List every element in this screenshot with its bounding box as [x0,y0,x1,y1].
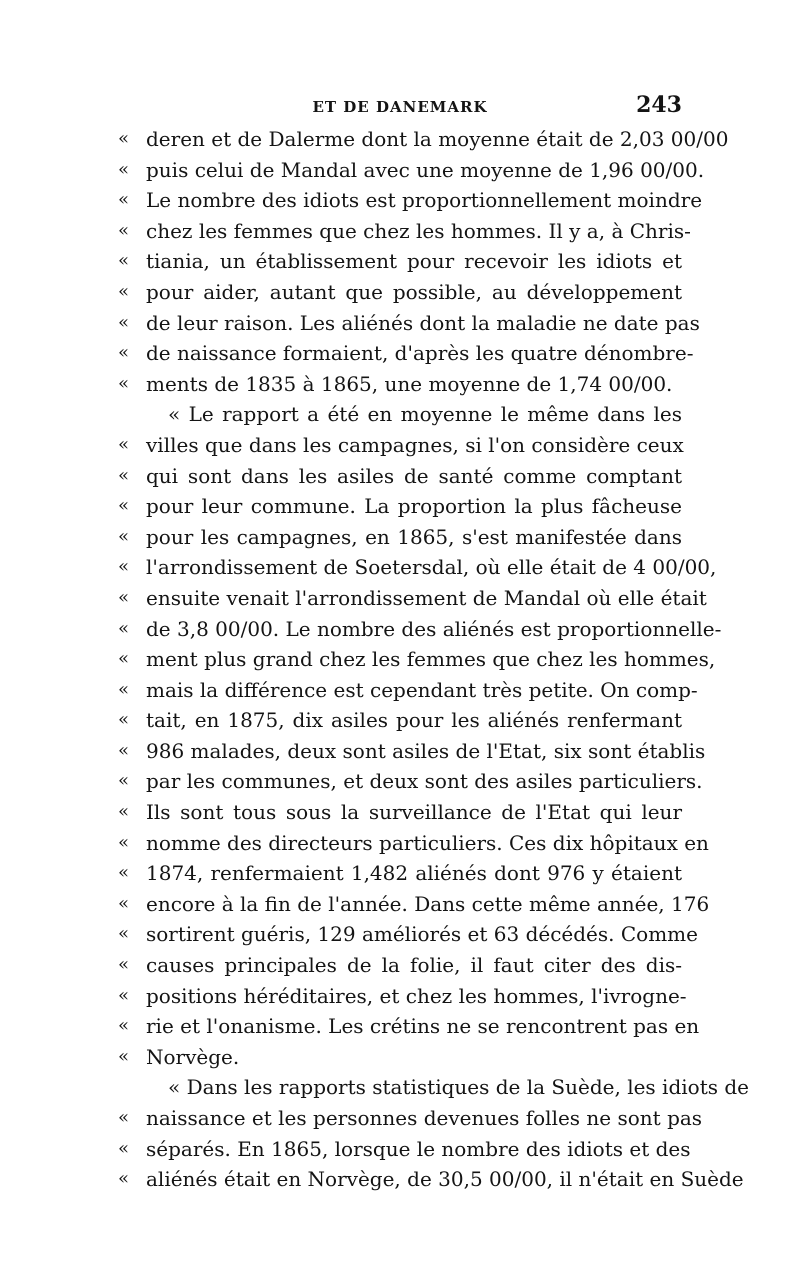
quote-mark: « [118,678,130,700]
text-line [118,950,682,981]
quote-mark: « [118,189,130,211]
quote-mark: « [118,1137,130,1159]
body-text [118,124,749,1195]
text-line [118,552,717,583]
line-text: qui sont dans les asiles de santé comme comptant [146,463,682,488]
quote-mark: « [118,709,130,731]
line-text: chez les femmes que chez les hommes. Il y a, à Chris- [146,218,691,243]
quote-mark: « [118,617,130,639]
text-line [118,308,700,339]
text-line [118,705,682,736]
line-text: pour les campagnes, en 1865, s'est manifestée dans [146,524,682,549]
text-line [118,522,682,553]
text-line [118,1072,749,1103]
line-text: par les communes, et deux sont des asiles particuliers. [146,769,703,794]
line-text: naissance et les personnes devenues folles ne sont pas [146,1106,703,1130]
text-line [118,797,682,828]
quote-mark: « [118,311,130,333]
text-line [118,1011,700,1042]
text-line [118,828,709,859]
running-head [118,92,682,120]
text-line [118,1134,691,1165]
line-text: ensuite venait l'arrondissement de Mandal où elle était [146,585,707,610]
line-text: Le nombre des idiots est proportionnellement moindre [146,188,703,213]
quote-mark: « [118,464,130,486]
line-text: de leur raison. Les aliénés dont la maladie ne date pas [146,310,700,335]
text-line [118,1103,703,1134]
text-line [118,124,729,155]
quote-mark: « [118,128,130,149]
line-text: positions héréditaires, et chez les hommes, l'ivrogne- [146,983,687,1008]
quote-mark: « [118,770,130,792]
line-text: villes que dans les campagnes, si l'on considère ceux [146,432,684,457]
line-text: « Le rapport a été en moyenne le même dans les [168,402,682,427]
text-line [118,919,698,950]
quote-mark: « [118,831,130,853]
line-text: rie et l'onanisme. Les crétins ne se rencontrent pas en [146,1014,700,1039]
quote-mark: « [118,342,130,364]
line-text: mais la différence est cependant très petite. On comp- [146,677,698,702]
text-line [118,461,682,492]
line-text: 1874, renfermaient 1,482 aliénés dont 976 y étaient [146,861,682,886]
quote-mark: « [118,158,130,180]
line-text: « Dans les rapports statistiques de la Suède, les idiots de [168,1075,749,1100]
quote-mark: « [118,1168,130,1190]
running-title: ET DE DANEMARK [312,98,488,116]
line-text: puis celui de Mandal avec une moyenne de 1,96 00/00. [146,157,705,182]
quote-mark: « [118,433,130,455]
text-line [118,675,698,706]
text-line [118,246,682,277]
quote-mark: « [118,1045,130,1067]
text-line [118,644,716,675]
text-line [118,1042,682,1073]
quote-mark: « [118,372,130,394]
quote-mark: « [118,648,130,670]
text-line [118,614,722,645]
line-text: Norvège. [146,1044,240,1069]
line-text: nomme des directeurs particuliers. Ces dix hôpitaux en [146,830,709,855]
text-line [118,736,706,767]
text-line [118,216,691,247]
line-text: de naissance formaient, d'après les quatre dénombre- [146,341,694,366]
quote-mark: « [118,862,130,884]
text-line [118,369,682,400]
line-text: ments de 1835 à 1865, une moyenne de 1,74 00/00. [146,371,673,396]
quote-mark: « [118,250,130,272]
text-line [118,338,694,369]
line-text: 986 malades, deux sont asiles de l'Etat, six sont établis [146,738,706,763]
quote-mark: « [118,923,130,945]
quote-mark: « [118,525,130,547]
text-line [118,185,703,216]
quote-mark: « [118,586,130,608]
text-line [118,858,682,889]
quote-mark: « [118,739,130,761]
line-text: ment plus grand chez les femmes que chez les hommes, [146,647,716,672]
line-text: sortirent guéris, 129 améliorés et 63 décédés. Comme [146,922,698,947]
line-text: de 3,8 00/00. Le nombre des aliénés est proportionnelle- [146,616,722,641]
quote-mark: « [118,1107,130,1128]
text-line [118,981,687,1012]
text-line [118,155,705,186]
line-text: pour leur commune. La proportion la plus fâcheuse [146,494,682,519]
quote-mark: « [118,556,130,578]
line-text: tiania, un établissement pour recevoir les idiots et [146,249,682,274]
text-line [118,583,707,614]
quote-mark: « [118,219,130,241]
line-text: pour aider, autant que possible, au développement [146,279,682,304]
text-line [118,399,682,430]
line-text: l'arrondissement de Soetersdal, où elle était de 4 00/00, [146,555,717,580]
text-line [118,889,710,920]
quote-mark: « [118,280,130,302]
text-line [118,277,682,308]
line-text: séparés. En 1865, lorsque le nombre des idiots et des [146,1136,691,1161]
line-text: Ils sont tous sous la surveillance de l'Etat qui leur [146,800,682,825]
quote-mark: « [118,495,130,517]
quote-mark: « [118,892,130,914]
text-line [118,491,682,522]
quote-mark: « [118,954,130,976]
quote-mark: « [118,1015,130,1037]
line-text: tait, en 1875, dix asiles pour les aliénés renfermant [146,708,682,733]
line-text: deren et de Dalerme dont la moyenne était de 2,03 00/00 [146,127,729,151]
quote-mark: « [118,984,130,1006]
text-line [118,1164,744,1195]
text-line [118,430,682,461]
text-line [118,766,703,797]
line-text: aliénés était en Norvège, de 30,5 00/00, il n'était en Suède [146,1167,744,1192]
line-text: encore à la fin de l'année. Dans cette même année, 176 [146,891,710,916]
quote-mark: « [118,801,130,823]
line-text: causes principales de la folie, il faut citer des dis- [146,953,682,978]
page-number: 243 [636,92,682,118]
